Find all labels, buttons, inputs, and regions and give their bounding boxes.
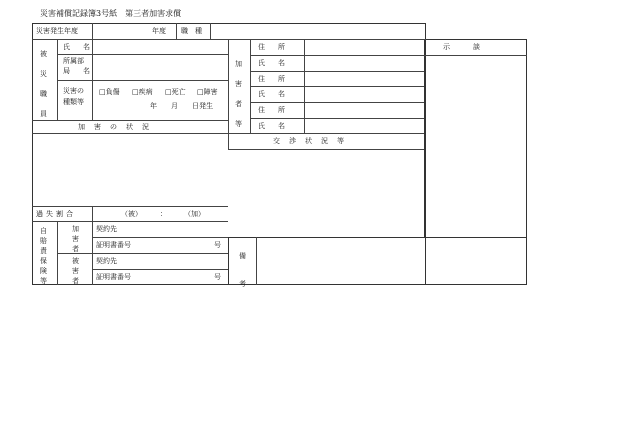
insurance-assailant-label: 加害者	[72, 225, 79, 253]
insurance-victim-label: 被害者	[72, 257, 79, 285]
position-label: 職 種	[181, 27, 202, 35]
fault-ratio-victim: （被）	[121, 210, 142, 218]
fault-ratio-label: 過失割合	[36, 210, 76, 218]
remarks-area[interactable]	[427, 57, 524, 235]
assailant-address-label-3: 住 所	[258, 106, 288, 114]
assailant-name-label-2: 氏 名	[258, 90, 288, 98]
insurance-group-label: 自賠責保険等	[40, 227, 47, 285]
fault-ratio-colon: ：	[160, 210, 167, 218]
assailant-name-label-3: 氏 名	[258, 122, 288, 130]
disability-checkbox[interactable]: □障害	[197, 88, 218, 96]
assailant-address-label-1: 住 所	[258, 43, 288, 51]
year-label: 年度	[152, 27, 166, 35]
injury-checkbox[interactable]: □負傷	[99, 88, 120, 96]
disaster-date-label: 災害発生年度	[36, 27, 78, 35]
assailant-group-label: 加害者等	[235, 60, 242, 128]
victim-name-value[interactable]	[96, 41, 224, 53]
victim-cert-label: 証明書番号	[96, 273, 131, 281]
assailant-value-area[interactable]	[307, 41, 421, 131]
occurrence-date-text: 年 月 日発生	[150, 102, 213, 110]
damage-situation-area[interactable]	[34, 135, 226, 205]
assailant-contract-label: 契約先	[96, 225, 117, 233]
assailant-cert-unit: 号	[214, 241, 221, 249]
victim-contract-label: 契約先	[96, 257, 117, 265]
victim-dept-value[interactable]	[96, 57, 224, 77]
victim-type-label-2: 種類等	[63, 98, 84, 106]
victim-dept-label-2: 局 名	[63, 67, 93, 75]
negotiation-area[interactable]	[231, 152, 421, 234]
position-value[interactable]	[213, 25, 227, 37]
document-title: 災害補償記録簿3号紙 第三者加害求償	[40, 9, 182, 18]
notes-label: 備考	[239, 252, 246, 288]
death-checkbox[interactable]: □死亡	[165, 88, 186, 96]
victim-group-label: 被災職員	[40, 50, 47, 118]
victim-type-label-1: 災害の	[63, 87, 84, 95]
illness-checkbox[interactable]: □疾病	[132, 88, 153, 96]
victim-dept-label-1: 所属部	[63, 57, 84, 65]
remarks-label: 示 談	[443, 43, 483, 51]
assailant-cert-label: 証明書番号	[96, 241, 131, 249]
disaster-date-value[interactable]	[96, 25, 150, 37]
assailant-name-label-1: 氏 名	[258, 59, 288, 67]
assailant-address-label-2: 住 所	[258, 75, 288, 83]
damage-situation-label: 加 害 の 状 況	[78, 123, 150, 131]
notes-area[interactable]	[259, 239, 523, 282]
negotiation-label: 交 渉 状 況 等	[273, 137, 345, 145]
victim-cert-unit: 号	[214, 273, 221, 281]
fault-ratio-assailant: （加）	[184, 210, 205, 218]
victim-name-label: 氏 名	[63, 43, 93, 51]
